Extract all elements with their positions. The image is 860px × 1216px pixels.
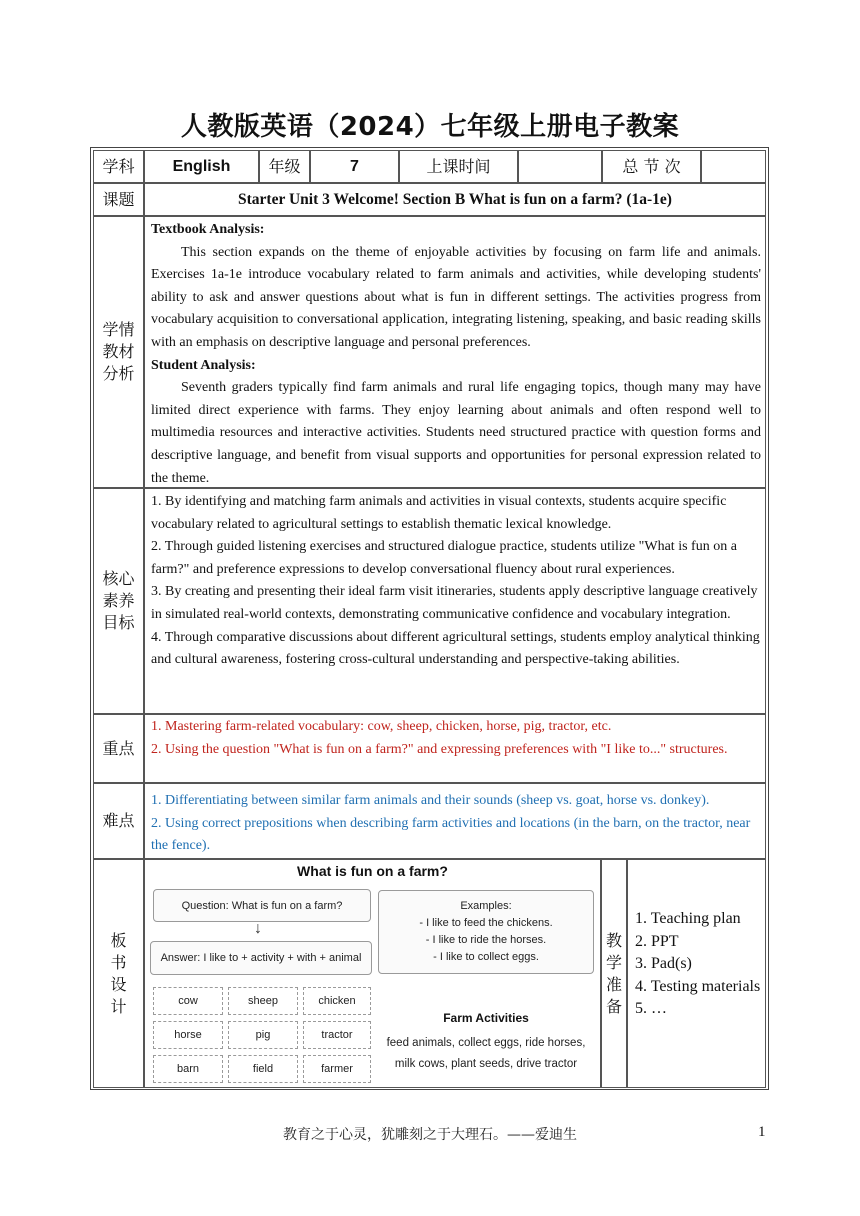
- key-points-content: [144, 714, 766, 783]
- vocab-card: farmer: [303, 1055, 371, 1083]
- class-time-value: [518, 150, 602, 183]
- student-analysis-heading: Student Analysis:: [151, 357, 256, 373]
- question-box: Question: What is fun on a farm?: [153, 889, 371, 922]
- footer-quote: 教育之于心灵，犹雕刻之于大理石。——爱迪生: [283, 1127, 577, 1143]
- objective-item: 3. By creating and presenting their ideal farm visit itineraries, students apply descriptive language creatively in simulated real-world contexts, demonstrating communicative confidence and vocabulary integration.: [151, 584, 758, 622]
- teaching-prep-label: 教 学 准 备: [601, 859, 627, 1088]
- difficulty-item: 1. Differentiating between similar farm animals and their sounds (sheep vs. goat, horse vs. donkey).: [151, 793, 710, 808]
- vocab-card: chicken: [303, 987, 371, 1015]
- board-title: What is fun on a farm?: [297, 863, 448, 879]
- page-title: 人教版英语（2024）七年级上册电子教案: [180, 112, 680, 142]
- prep-item: 2. PPT: [635, 932, 679, 950]
- total-sessions-label: 总 节 次: [602, 150, 701, 183]
- down-arrow-icon: ↓: [254, 920, 262, 937]
- board-design-area: [144, 859, 601, 1088]
- grade-label: 年级: [259, 150, 310, 183]
- key-points-label: 重点: [93, 714, 144, 783]
- key-point-item: 2. Using the question "What is fun on a farm?" and expressing preferences with "I like to..." structures.: [151, 741, 728, 757]
- subject-value: English: [144, 150, 259, 183]
- vocab-card: tractor: [303, 1021, 371, 1049]
- topic-label: 课题: [93, 183, 144, 216]
- farm-activities-title: Farm Activities: [443, 1011, 529, 1025]
- teaching-prep-list: [627, 859, 766, 1088]
- textbook-analysis-heading: Textbook Analysis:: [151, 222, 265, 237]
- prep-item: 1. Teaching plan: [635, 910, 741, 927]
- vocab-card: barn: [153, 1055, 223, 1083]
- objectives-label: 核心 素养 目标: [93, 488, 144, 714]
- vocab-card: pig: [228, 1021, 298, 1049]
- grade-value: 7: [310, 150, 399, 183]
- objective-item: 2. Through guided listening exercises and structured dialogue practice, students utilize "What is fun on a farm?" and preference expressions to develop conversational fluency about rural experiences.: [151, 539, 737, 577]
- objective-item: 4. Through comparative discussions about different agricultural settings, students employ analytical thinking and cultural awareness, fostering cross-cultural understanding and perspective-taking abilities.: [151, 629, 760, 668]
- vocab-card: cow: [153, 987, 223, 1015]
- prep-item: 5. …: [635, 1000, 667, 1017]
- key-point-item: 1. Mastering farm-related vocabulary: cow, sheep, chicken, horse, pig, tractor, etc.: [151, 719, 612, 734]
- analysis-label: 学情 教材 分析: [93, 216, 144, 488]
- prep-item: 4. Testing materials: [635, 977, 761, 995]
- textbook-analysis-text: This section expands on the theme of enjoyable activities by focusing on farm life and animals. Exercises 1a-1e introduce vocabulary related to farm animals and activities, while developing students' ability to ask and answer questions about what is fun in different settings. The activities progress from vocabulary acquisition to conversational application, integrating listening, speaking, and basic reading skills with an emphasis on descriptive language and personal preferences.: [151, 244, 761, 350]
- difficulties-label: 难点: [93, 783, 144, 859]
- vocab-card: field: [228, 1055, 298, 1083]
- board-design-label: 板 书 设 计: [93, 859, 144, 1088]
- difficulties-content: [144, 783, 766, 859]
- farm-activities-list: feed animals, collect eggs, ride horses, milk cows, plant seeds, drive tractor: [386, 1037, 586, 1070]
- objective-item: 1. By identifying and matching farm animals and activities in visual contexts, students acquire specific vocabulary related to agricultural settings to establish thematic lexical knowledge.: [151, 494, 727, 532]
- examples-box: Examples: - I like to feed the chickens. - I like to ride the horses. - I like to collect eggs.: [378, 890, 594, 974]
- class-time-label: 上课时间: [399, 150, 518, 183]
- vocab-card: horse: [153, 1021, 223, 1049]
- vocab-card: sheep: [228, 987, 298, 1015]
- lesson-plan-table: [90, 147, 769, 1090]
- analysis-content: [144, 216, 766, 488]
- difficulty-item: 2. Using correct prepositions when describing farm activities and locations (in the barn, on the tractor, near the fence).: [151, 815, 751, 854]
- total-sessions-value: [701, 150, 766, 183]
- objectives-content: [144, 488, 766, 714]
- student-analysis-text: Seventh graders typically find farm animals and rural life engaging topics, though many may have limited direct experience with farms. They enjoy learning about animals and often respond well to multimedia resources and interactive activities. Students need structured practice with question forms and descriptive language, and benefit from visual supports and opportunities for personal expression related to the theme.: [151, 380, 761, 486]
- prep-item: 3. Pad(s): [635, 955, 692, 972]
- page-number: 1: [758, 1124, 766, 1140]
- answer-box: Answer: I like to + activity + with + animal: [150, 941, 372, 975]
- topic-value: Starter Unit 3 Welcome! Section B What is fun on a farm? (1a-1e): [144, 183, 766, 216]
- subject-label: 学科: [93, 150, 144, 183]
